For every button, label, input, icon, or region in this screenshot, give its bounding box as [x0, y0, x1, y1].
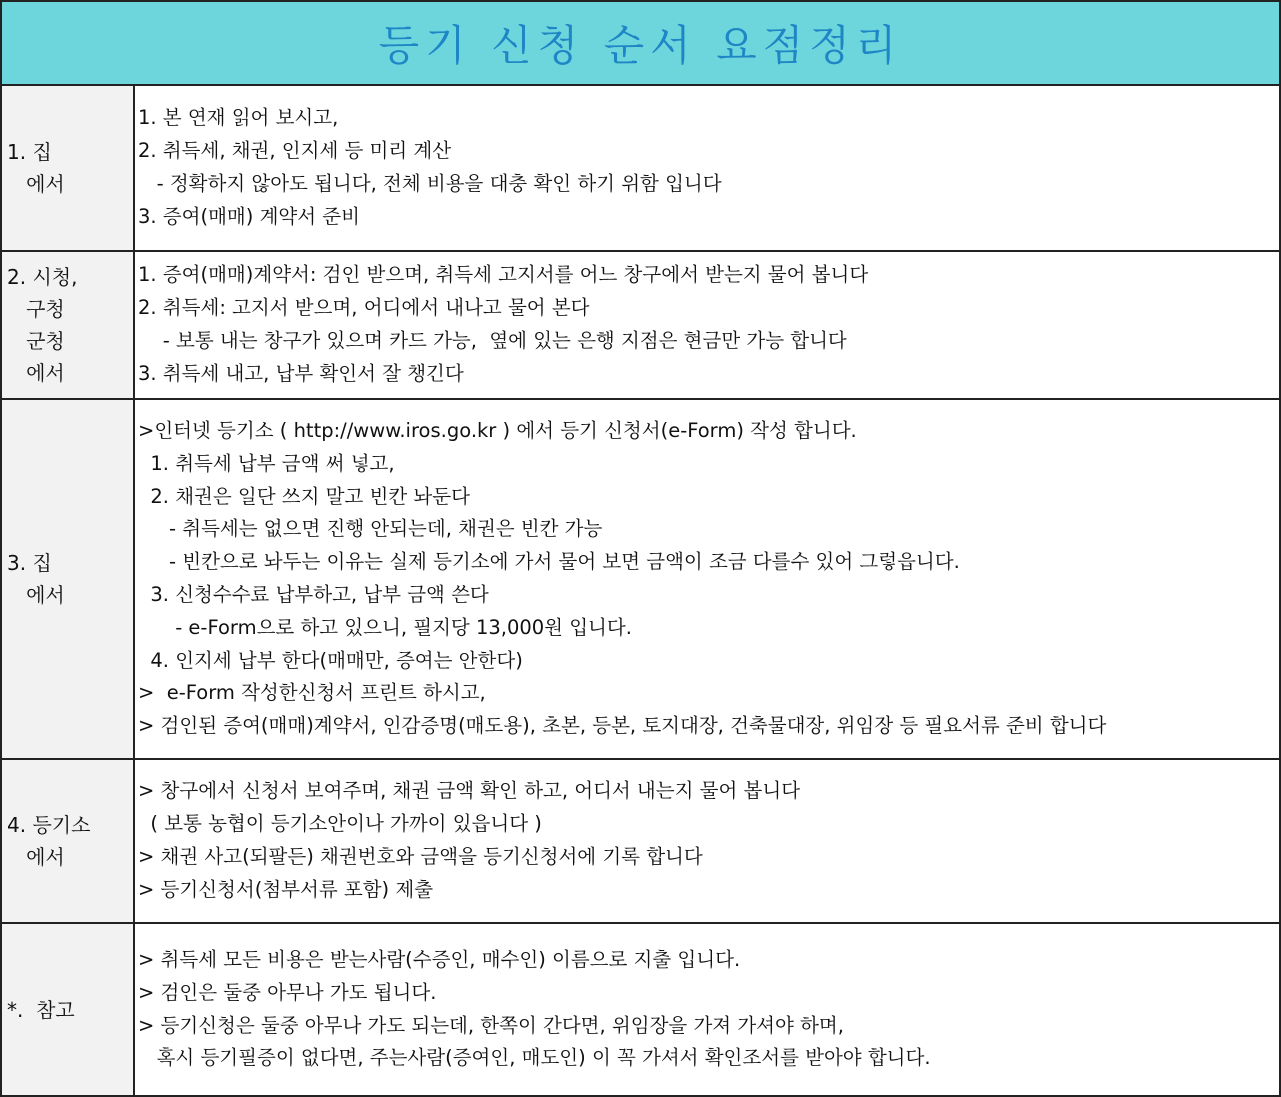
content-line: 2. 취득세: 고지서 받으며, 어디에서 내나고 물어 본다: [138, 296, 590, 320]
row-label-line: 에서: [7, 845, 65, 869]
table-row-home-2: [0, 400, 1281, 760]
row-label: [2, 252, 135, 398]
content-line: - 취득세는 없으면 진행 안되는데, 채권은 빈칸 가능: [138, 517, 603, 541]
table-row-home-1: [0, 86, 1281, 252]
row-label-line: 에서: [7, 583, 65, 607]
content-line: ( 보통 농협이 등기소안이나 가까이 있읍니다 ): [138, 812, 542, 836]
row-content: [135, 760, 1279, 922]
row-content: [135, 924, 1279, 1095]
content-line: > 채권 사고(되팔든) 채권번호와 금액을 등기신청서에 기록 합니다: [138, 845, 703, 868]
page-title: 등기 신청 순서 요점정리: [0, 0, 1281, 86]
content-line: 1. 본 연재 읽어 보시고,: [138, 106, 339, 130]
row-content: [135, 252, 1279, 398]
content-line: 4. 인지세 납부 한다(매매만, 증여는 안한다): [138, 648, 523, 672]
content-line: 2. 취득세, 채권, 인지세 등 미리 계산: [138, 139, 452, 163]
row-label-line: *. 참고: [7, 997, 75, 1022]
row-label-line: 구청: [7, 297, 65, 321]
content-line: 1. 취득세 납부 금액 써 넣고,: [138, 451, 395, 475]
content-line: 1. 증여(매매)계약서: 검인 받으며, 취득세 고지서를 어느 창구에서 받는지 물어 봅니다: [138, 263, 869, 287]
content-line: 2. 채권은 일단 쓰지 말고 빈칸 놔둔다: [138, 484, 470, 508]
content-line: - 빈칸으로 놔두는 이유는 실제 등기소에 가서 물어 보면 금액이 조금 다를수 있어 그렇읍니다.: [138, 550, 960, 574]
row-label-line: 에서: [7, 361, 65, 385]
row-label: [2, 924, 135, 1095]
content-line: > 등기신청은 둘중 아무나 가도 되는데, 한쪽이 간다면, 위임장을 가져 가셔야 하며,: [138, 1013, 844, 1037]
row-content: [135, 400, 1279, 758]
row-label: [2, 400, 135, 758]
content-line: > 취득세 모든 비용은 받는사람(수증인, 매수인) 이름으로 지출 입니다.: [138, 947, 741, 971]
row-label: [2, 760, 135, 922]
row-label-line: 군청: [7, 329, 65, 353]
row-label-line: 에서: [7, 172, 65, 196]
content-line: 3. 취득세 내고, 납부 확인서 잘 챙긴다: [138, 361, 464, 385]
row-content: [135, 86, 1279, 250]
row-label-line: 4. 등기소: [7, 813, 91, 837]
table-row-city-hall: [0, 252, 1281, 400]
content-line: - 보통 내는 창구가 있으며 카드 가능, 옆에 있는 은행 지점은 현금만 가능 합니다: [138, 329, 847, 352]
content-line: 3. 신청수수료 납부하고, 납부 금액 쓴다: [138, 583, 489, 606]
content-line: > e-Form 작성한신청서 프린트 하시고,: [138, 681, 486, 705]
row-label-line: 2. 시청,: [7, 265, 78, 289]
content-line: - 정확하지 않아도 됩니다, 전체 비용을 대충 확인 하기 위함 입니다: [138, 172, 722, 195]
content-line: - e-Form으로 하고 있으니, 필지당 13,000원 입니다.: [138, 615, 632, 639]
content-line: > 검인된 증여(매매)계약서, 인감증명(매도용), 초본, 등본, 토지대장, 건축물대장, 위임장 등 필요서류 준비 합니다: [138, 714, 1107, 738]
content-line: > 등기신청서(첨부서류 포함) 제출: [138, 877, 434, 901]
row-label-line: 3. 집: [7, 551, 52, 575]
row-label: [2, 86, 135, 250]
content-line: 혹시 등기필증이 없다면, 주는사람(증여인, 매도인) 이 꼭 가셔서 확인조서를 받아야 합니다.: [138, 1046, 931, 1070]
content-line: >인터넷 등기소 ( http://www.iros.go.kr ) 에서 등기 신청서(e-Form) 작성 합니다.: [138, 419, 857, 443]
table-row-registry-office: [0, 760, 1281, 924]
content-line: 3. 증여(매매) 계약서 준비: [138, 204, 360, 228]
table-row-notes: [0, 924, 1281, 1097]
content-line: > 창구에서 신청서 보여주며, 채권 금액 확인 하고, 어디서 내는지 물어 봅니다: [138, 779, 801, 803]
content-line: > 검인은 둘중 아무나 가도 됩니다.: [138, 980, 437, 1004]
row-label-line: 1. 집: [7, 140, 52, 164]
